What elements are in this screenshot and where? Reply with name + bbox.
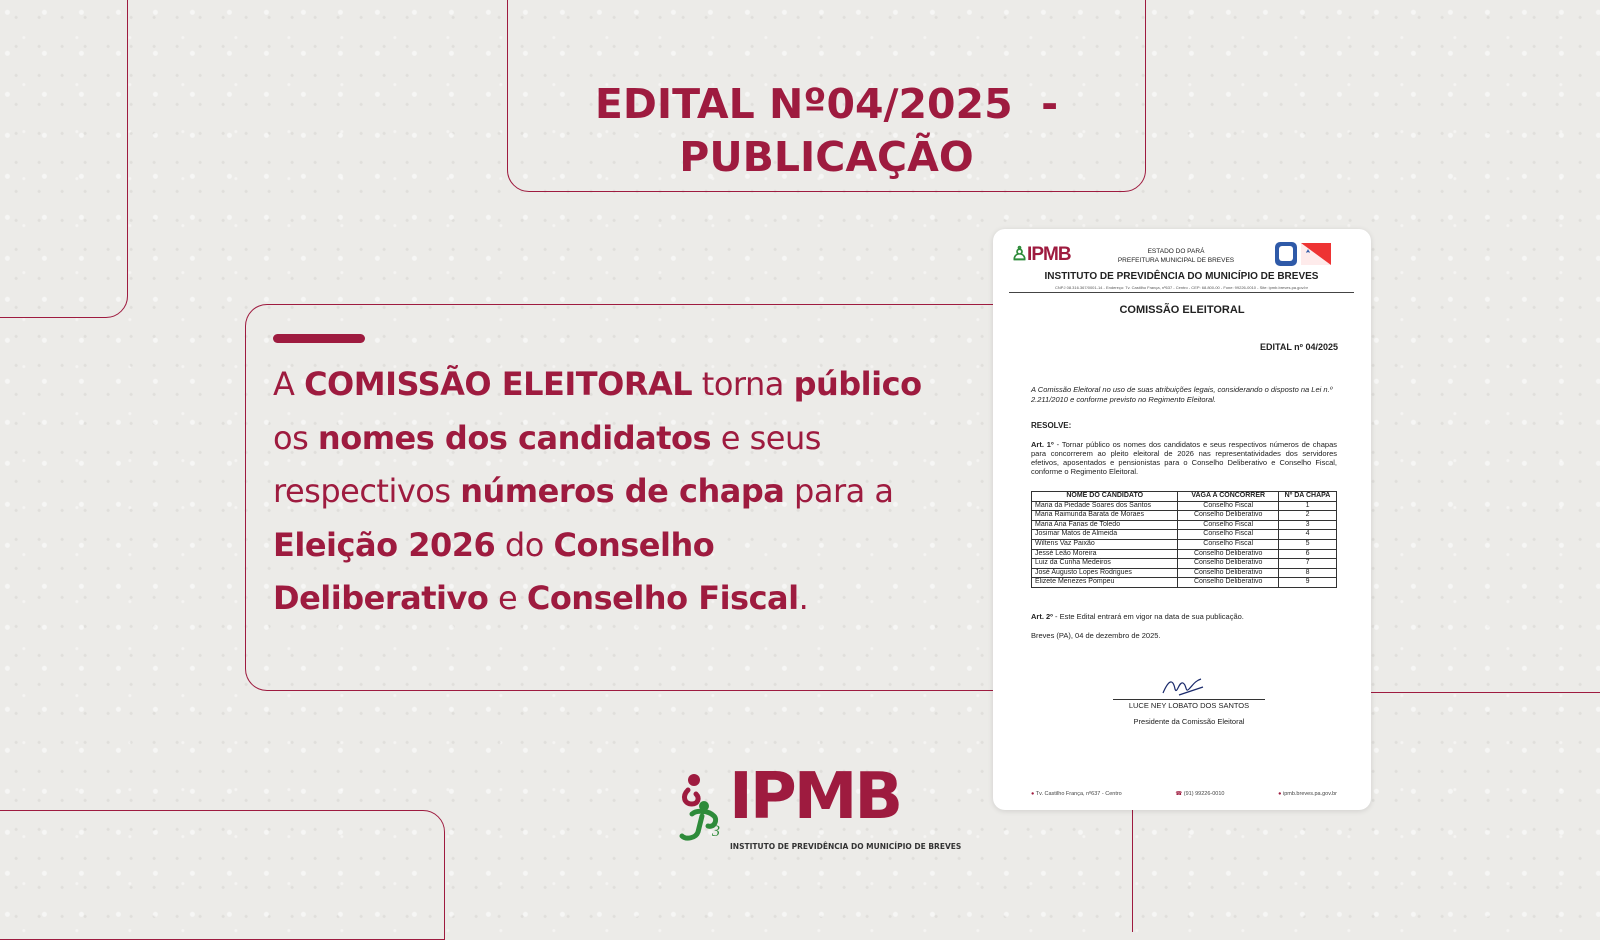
- footer-address-text: Tv. Castilho França, nº637 - Centro: [1035, 791, 1122, 797]
- footer-phone: [1175, 791, 1224, 797]
- cell-seat: Conselho Fiscal: [1178, 530, 1279, 540]
- cell-name: Maria da Piedade Soares dos Santos: [1032, 501, 1178, 511]
- footer-site-text: ipmb.breves.pa.gov.br: [1282, 791, 1337, 797]
- table-row: [1032, 501, 1337, 511]
- ipmb-logo: [678, 760, 962, 854]
- cell-name: José Augusto Lopes Rodrigues: [1032, 568, 1178, 578]
- text-segment: os: [273, 418, 318, 457]
- article-label: Art. 2º: [1031, 612, 1053, 621]
- text-segment: A: [273, 365, 305, 403]
- doc-address: CNPJ 08.316.367/0001-14 - Endereço: Tv. Castilho França, nº637 - Centro - CEP: 68.800-00 - Fone: 99226-0010 - Site: ipmb.breves.pa.gov.br: [1055, 285, 1308, 290]
- text-segment: .: [798, 579, 809, 617]
- doc-logo-text: IPMB: [1027, 244, 1071, 265]
- doc-commission: COMISSÃO ELEITORAL: [1119, 304, 1245, 316]
- text-segment: e: [488, 579, 527, 617]
- logo-subtitle: INSTITUTO DE PREVIDÊNCIA DO MUNICÍPIO DE BREVES: [730, 842, 962, 851]
- text-segment: do: [495, 525, 554, 564]
- bold-segment: números de chapa: [460, 472, 785, 510]
- doc-edital-number: EDITAL nº 04/2025: [1260, 342, 1338, 352]
- cell-slate: 8: [1279, 568, 1337, 578]
- cell-seat: Conselho Deliberativo: [1178, 568, 1279, 578]
- column-header: Nº DA CHAPA: [1279, 492, 1337, 502]
- title-line-2: PUBLICAÇÃO: [679, 133, 974, 181]
- decorative-frame-top-left: [0, 0, 128, 318]
- divider: [1009, 292, 1354, 293]
- coat-of-arms-and-flag-icon: [1275, 241, 1331, 267]
- cell-seat: Conselho Deliberativo: [1178, 559, 1279, 569]
- column-header: VAGA A CONCORRER: [1178, 492, 1279, 502]
- doc-date: Breves (PA), 04 de dezembro de 2025.: [1031, 631, 1161, 640]
- footer-address: [1031, 791, 1122, 797]
- article-text: - Tornar público os nomes dos candidatos e seus respectivos números de chapas para concorrerem ao pleito eleitoral de 2026 nas representatividades dos servidores efetivos, aposentados e pensionistas para o Conselho Deliberativo e Conselho Fiscal, conforme o Regimento Eleitoral.: [1031, 440, 1337, 476]
- cell-seat: Conselho Fiscal: [1178, 520, 1279, 530]
- location-icon: ●: [1031, 791, 1035, 797]
- person-logo-icon: [678, 770, 730, 842]
- bold-segment: Conselho Fiscal: [526, 579, 799, 617]
- table-header-row: [1032, 492, 1337, 502]
- signature-icon: [1159, 675, 1209, 697]
- person-icon: ♙: [1011, 244, 1028, 265]
- doc-state: ESTADO DO PARÁ: [1147, 248, 1205, 255]
- table-row: [1032, 539, 1337, 549]
- decorative-frame-bottom-left: [0, 810, 445, 940]
- text-segment: torna: [692, 365, 794, 403]
- cell-name: Elizete Menezes Pompeu: [1032, 578, 1178, 588]
- table-row: [1032, 578, 1337, 588]
- table-row: [1032, 511, 1337, 521]
- table-row: [1032, 559, 1337, 569]
- bold-segment: público: [793, 365, 922, 403]
- candidates-table: [1031, 491, 1337, 588]
- footer-site: [1278, 791, 1337, 797]
- doc-institute: INSTITUTO DE PREVIDÊNCIA DO MUNICÍPIO DE BREVES: [1044, 271, 1319, 282]
- logo-wordmark: IPMB: [729, 760, 901, 834]
- cell-slate: 7: [1279, 559, 1337, 569]
- cell-slate: 4: [1279, 530, 1337, 540]
- article-text: - Este Edital entrará em vigor na data de sua publicação.: [1052, 612, 1244, 621]
- cell-seat: Conselho Deliberativo: [1178, 578, 1279, 588]
- cell-slate: 1: [1279, 501, 1337, 511]
- bold-segment: nomes dos candidatos: [317, 418, 712, 457]
- doc-logo: [1011, 243, 1071, 266]
- cell-slate: 6: [1279, 549, 1337, 559]
- bold-segment: Eleição 2026: [273, 525, 496, 564]
- table-row: [1032, 530, 1337, 540]
- cell-seat: Conselho Deliberativo: [1178, 511, 1279, 521]
- cell-name: Luiz da Cunha Medeiros: [1032, 559, 1178, 569]
- cell-slate: 3: [1279, 520, 1337, 530]
- doc-article-2: [1031, 612, 1244, 621]
- bold-segment: Conselho Deliberativo: [273, 525, 715, 617]
- table-row: [1032, 568, 1337, 578]
- text-segment: para a: [784, 472, 894, 510]
- svg-text:3: 3: [712, 823, 720, 840]
- cell-name: Jessé Leão Moreira: [1032, 549, 1178, 559]
- doc-prefeitura: PREFEITURA MUNICIPAL DE BREVES: [1117, 257, 1235, 264]
- cell-slate: 2: [1279, 511, 1337, 521]
- cell-seat: Conselho Deliberativo: [1178, 549, 1279, 559]
- cell-slate: 9: [1279, 578, 1337, 588]
- bold-segment: COMISSÃO ELEITORAL: [304, 365, 693, 403]
- phone-icon: ☎: [1175, 791, 1183, 797]
- edital-document-preview[interactable]: [993, 229, 1371, 810]
- page-title: [507, 78, 1146, 184]
- doc-resolve: RESOLVE:: [1031, 421, 1072, 430]
- article-label: Art. 1º: [1031, 440, 1054, 449]
- doc-article-1: [1031, 440, 1337, 476]
- column-header: NOME DO CANDIDATO: [1032, 492, 1178, 502]
- title-line-1: EDITAL Nº04/2025 -: [594, 80, 1059, 128]
- globe-icon: ●: [1278, 791, 1282, 797]
- doc-footer: [1031, 791, 1337, 797]
- signer-role: Presidente da Comissão Eleitoral: [1133, 717, 1245, 726]
- accent-bar: [273, 334, 365, 343]
- footer-phone-text: (91) 99226-0010: [1183, 791, 1225, 797]
- cell-seat: Conselho Fiscal: [1178, 539, 1279, 549]
- announcement-text: [273, 358, 933, 626]
- cell-name: Josimar Matos de Almeida: [1032, 530, 1178, 540]
- doc-intro: A Comissão Eleitoral no uso de suas atribuições legais, considerando o disposto na Lei n.º 2.211/2010 e conforme previsto no Regimento Eleitoral.: [1031, 385, 1333, 404]
- cell-name: Maria Raimunda Barata de Moraes: [1032, 511, 1178, 521]
- cell-name: Maria Ana Farias de Toledo: [1032, 520, 1178, 530]
- table-row: [1032, 520, 1337, 530]
- text-segment: e seus respectivos: [273, 418, 821, 510]
- table-row: [1032, 549, 1337, 559]
- cell-slate: 5: [1279, 539, 1337, 549]
- cell-seat: Conselho Fiscal: [1178, 501, 1279, 511]
- doc-state-header: [1101, 247, 1251, 265]
- signer-name: LUCE NEY LOBATO DOS SANTOS: [1113, 699, 1265, 710]
- cell-name: Wiltens Vaz Paixão: [1032, 539, 1178, 549]
